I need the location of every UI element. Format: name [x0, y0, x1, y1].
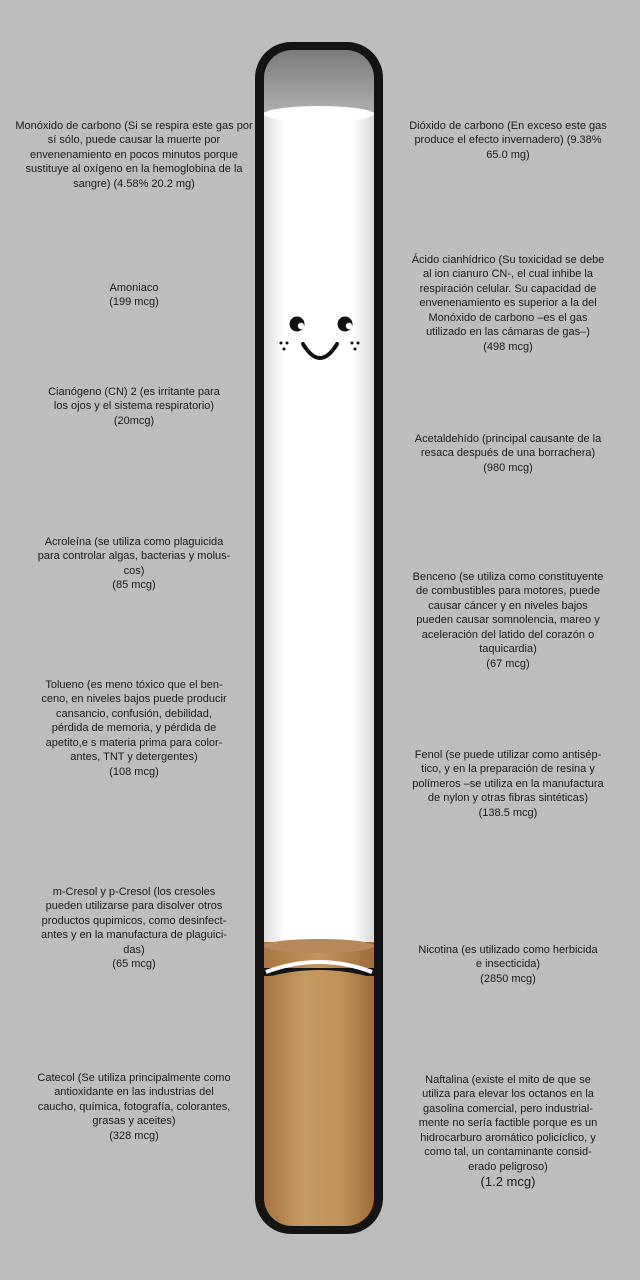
- label-value: (65 mcg): [112, 958, 156, 970]
- label-tolueno: [5, 663, 263, 794]
- label-acroleina: [5, 520, 263, 607]
- label-text: Acetaldehído (principal causante de la resaca después de una borrachera): [414, 432, 602, 459]
- label-benceno: [380, 555, 636, 686]
- label-value: (498 mcg): [483, 340, 533, 353]
- label-text: Benceno (se utiliza como constituyente de combustibles para motores, puede causar cáncer y en niveles bajos pueden causar somnolencia, mareo y aceleración del latido del corazón o taquicardia): [412, 570, 604, 655]
- label-value: (980 mcg): [483, 461, 533, 474]
- label-cresol: [5, 870, 263, 986]
- label-text: Acroleína (se utiliza como plaguicida para controlar algas, bacterias y molus- cos): [37, 535, 231, 577]
- label-text: Amoniaco: [109, 281, 159, 294]
- label-value: (1.2 mcg): [480, 1174, 536, 1189]
- label-text: Fenol (se puede utilizar como antisép- tico, y en la preparación de resina y polímeros –se utiliza en la manufactura de nylon y otras fibras sintéticas): [412, 748, 604, 804]
- label-text: Catecol (Se utiliza principalmente como antioxidante en las industrias del caucho, química, fotografía, colorantes, grasas y aceites): [37, 1071, 231, 1127]
- label-text: Naftalina (existe el mito de que se utiliza para elevar los octanos en la gasolina comercial, pero industrial- mente no sería factible porque es un hidrocarburo aromático policíclico, y como tal, un contaminante consid- erado peligroso): [418, 1073, 598, 1173]
- label-nicotina: [380, 928, 636, 1001]
- label-catecol: [5, 1056, 263, 1158]
- label-value: (138.5 mcg): [478, 806, 538, 819]
- label-value: (20mcg): [113, 414, 155, 427]
- label-value: (328 mcg): [109, 1129, 159, 1142]
- label-amoniaco: [5, 266, 263, 324]
- label-fenol: [380, 733, 636, 835]
- label-cianogeno: [5, 370, 263, 443]
- label-dioxido-carbono: [380, 104, 636, 162]
- label-value: (2850 mcg): [480, 972, 536, 985]
- label-text: Monóxido de carbono (Si se respira este gas por sí sólo, puede causar la muerte por envenenamiento en pocos minutos porque sustituye al oxígeno en la hemoglobina de la sangre) (4.58% 20.2 mg): [15, 119, 253, 190]
- label-text: Tolueno (es meno tóxico que el ben- ceno, en niveles bajos puede producir cansancio, confusión, debilidad, pérdida de memoria, y pérdida de apetito,e s materia prima para color- antes, TNT y detergentes): [41, 678, 227, 763]
- label-value: (85 mcg): [112, 579, 156, 591]
- label-text: Ácido cianhídrico (Su toxicidad se debe al ion cianuro CN-, el cual inhibe la respiración celular. Su capacidad de envenenamiento es superior a la del Monóxido de carbono –es el gas utilizado en las cámaras de gas–): [411, 253, 605, 338]
- label-naftalina: [380, 1058, 636, 1205]
- label-value: (199 mcg): [109, 296, 159, 308]
- label-text: Nicotina (es utilizado como herbicida e insecticida): [418, 943, 598, 970]
- label-acetaldehido: [380, 417, 636, 490]
- label-text: m-Cresol y p-Cresol (los cresoles pueden utilizarse para disolver otros productos qupimicos, como desinfect- antes y en la manufactura de plaguici- das): [41, 885, 227, 956]
- label-value: (108 mcg): [109, 765, 159, 778]
- label-value: (67 mcg): [486, 657, 530, 670]
- label-acido-cianhidrico: [380, 238, 636, 369]
- label-monoxido-carbono: [5, 104, 263, 191]
- label-text: Dióxido de carbono (En exceso este gas produce el efecto invernadero) (9.38% 65.0 mg): [409, 119, 607, 161]
- label-text: Cianógeno (CN) 2 (es irritante para los ojos y el sistema respiratorio): [48, 385, 220, 412]
